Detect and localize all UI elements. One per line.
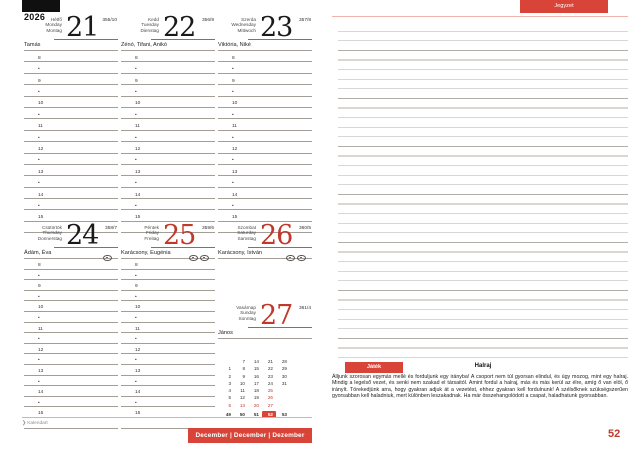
- time-slot: [24, 176, 118, 187]
- day-of-year: 357/8: [298, 18, 311, 23]
- mini-calendar-day: [276, 387, 290, 394]
- time-slot: [121, 291, 215, 302]
- time-label: 14: [38, 192, 44, 198]
- time-label: 10: [232, 101, 238, 107]
- day-number: 24: [66, 220, 99, 251]
- weekday-names: [218, 17, 256, 33]
- time-slot: [24, 291, 118, 302]
- time-slot: [121, 397, 215, 408]
- time-slot: [218, 142, 312, 153]
- weekday-hu: Csütörtök: [41, 225, 62, 230]
- time-label: •: [135, 67, 137, 73]
- time-slot: [24, 397, 118, 408]
- mini-calendar-day: 9: [242, 373, 245, 379]
- time-slot: [218, 188, 312, 199]
- mini-calendar-day: 31: [281, 380, 287, 386]
- week-number: 51: [253, 411, 259, 417]
- weekday-hu: Hétfő: [50, 17, 62, 22]
- time-label: 12: [232, 147, 238, 153]
- time-label: •: [232, 67, 234, 73]
- time-slot: [24, 312, 118, 323]
- time-slot: [121, 280, 215, 291]
- header-rule: [54, 39, 118, 40]
- nameday-label: János: [218, 328, 312, 339]
- weekday-de: Dienstag: [140, 27, 159, 33]
- time-label: •: [232, 90, 234, 96]
- time-label: 10: [38, 305, 44, 311]
- mini-calendar-day: 23: [267, 373, 273, 379]
- weekday-en: Saturday: [237, 230, 256, 236]
- time-slot: [121, 323, 215, 334]
- time-label: 14: [135, 192, 141, 198]
- game-title: Halraj: [474, 363, 492, 369]
- mini-calendar: [220, 358, 310, 418]
- time-label: 10: [135, 305, 141, 311]
- mini-calendar-day: 26: [267, 395, 273, 401]
- time-label: 13: [135, 369, 141, 375]
- day-header: [121, 12, 215, 43]
- mini-calendar-day: 5: [228, 395, 231, 401]
- brand-logo-icon: ❯: [22, 420, 27, 426]
- time-slot: [121, 333, 215, 344]
- day-header: [218, 220, 312, 251]
- weekday-names: [218, 305, 256, 321]
- time-slot: [121, 270, 215, 281]
- time-slot: [218, 108, 312, 119]
- day-of-year: 361/4: [298, 306, 311, 311]
- time-slot: [121, 176, 215, 187]
- time-slot: [218, 51, 312, 62]
- time-label: •: [135, 358, 137, 364]
- time-label: •: [38, 158, 40, 164]
- mini-calendar-day: 20: [253, 402, 259, 408]
- time-label: •: [232, 112, 234, 118]
- year-label: 2026: [24, 12, 46, 22]
- time-label: •: [38, 90, 40, 96]
- time-label: •: [38, 203, 40, 209]
- time-slot: [24, 301, 118, 312]
- time-slot: [121, 259, 215, 270]
- month-index-bar[interactable]: December | December | Dezember: [188, 428, 312, 443]
- time-label: 11: [232, 124, 237, 130]
- mini-calendar-day: [220, 358, 234, 365]
- time-label: •: [135, 90, 137, 96]
- time-label: 11: [135, 124, 140, 130]
- time-label: 15: [135, 411, 141, 417]
- header-rule: [248, 327, 312, 328]
- time-slot: [24, 376, 118, 387]
- year-index-tab[interactable]: [22, 0, 60, 12]
- time-label: •: [135, 203, 137, 209]
- day-header: [121, 220, 215, 251]
- mini-calendar-day: 4: [228, 388, 231, 394]
- time-label: 12: [38, 147, 44, 153]
- weekday-de: Sonntag: [238, 315, 256, 321]
- time-label: 14: [38, 390, 44, 396]
- weekday-hu: Péntek: [144, 225, 159, 230]
- time-slot: [121, 312, 215, 323]
- day-number: 27: [260, 300, 293, 331]
- weekday-en: Wednesday: [231, 22, 256, 28]
- day-number: 23: [260, 12, 293, 43]
- mini-calendar-day: 12: [239, 395, 245, 401]
- mini-calendar-day: [276, 402, 290, 409]
- time-label: •: [38, 273, 40, 279]
- time-label: •: [38, 316, 40, 322]
- mini-calendar-day: 30: [281, 373, 287, 379]
- mini-calendar-day: 18: [253, 388, 259, 394]
- time-slot: [218, 97, 312, 108]
- time-slot: [218, 176, 312, 187]
- time-label: 13: [135, 169, 141, 175]
- time-slot: [24, 365, 118, 376]
- weekday-de: Mittwoch: [237, 27, 256, 33]
- time-label: •: [38, 294, 40, 300]
- weekday-hu: Vasárnap: [236, 305, 256, 310]
- time-label: 13: [232, 169, 238, 175]
- day-block: [24, 222, 118, 429]
- time-slot: [218, 154, 312, 165]
- time-label: 8: [135, 263, 138, 269]
- header-rule: [248, 39, 312, 40]
- day-header: [218, 300, 312, 331]
- time-label: •: [38, 135, 40, 141]
- day-row-bottom: [24, 222, 215, 429]
- header-rule: [151, 39, 215, 40]
- weekday-de: Samstag: [237, 235, 256, 241]
- time-slot: [121, 354, 215, 365]
- right-page-top-rule: [332, 16, 628, 17]
- mini-calendar-day: 17: [253, 380, 259, 386]
- time-slot: [24, 165, 118, 176]
- time-label: 11: [135, 326, 140, 332]
- time-slot: [121, 418, 215, 429]
- time-label: 9: [38, 78, 41, 84]
- time-slot: [218, 199, 312, 210]
- time-label: 11: [38, 124, 43, 130]
- day-header: [24, 220, 118, 251]
- time-slot: [121, 365, 215, 376]
- time-label: 15: [232, 215, 238, 221]
- weekday-de: Donnerstag: [37, 235, 62, 241]
- mini-calendar-row: [220, 358, 310, 365]
- day-block-sunday: [218, 302, 312, 339]
- header-rule: [248, 247, 312, 248]
- notes-ruled-lines: [338, 22, 628, 358]
- time-label: 15: [38, 215, 44, 221]
- time-slot: [24, 119, 118, 130]
- weekday-en: Monday: [45, 22, 62, 28]
- week-number: 52: [262, 411, 276, 419]
- header-rule: [54, 247, 118, 248]
- time-slot: [121, 85, 215, 96]
- mini-calendar-row: [220, 380, 310, 387]
- weekday-hu: Szerda: [241, 17, 256, 22]
- mini-calendar-row: [220, 365, 310, 372]
- time-label: •: [135, 158, 137, 164]
- time-slot: [24, 131, 118, 142]
- time-label: 8: [38, 55, 41, 61]
- time-slot: [121, 386, 215, 397]
- time-slot: [24, 344, 118, 355]
- time-label: •: [38, 181, 40, 187]
- time-slot: [121, 131, 215, 142]
- time-slot: [24, 142, 118, 153]
- mini-calendar-day: 6: [228, 402, 231, 408]
- mini-calendar-day: 10: [239, 380, 245, 386]
- time-label: 12: [38, 347, 44, 353]
- time-label: 9: [38, 284, 41, 290]
- time-slot: [24, 386, 118, 397]
- weekday-names: [24, 225, 62, 241]
- time-label: 12: [135, 147, 141, 153]
- left-page-bottom-rule: [22, 417, 312, 418]
- time-slot: [121, 301, 215, 312]
- time-label: 9: [232, 78, 235, 84]
- time-label: •: [38, 67, 40, 73]
- time-label: 12: [135, 347, 141, 353]
- time-slot: [24, 97, 118, 108]
- nameday-label: Ádám, Éva: [24, 248, 118, 259]
- time-slot: [218, 131, 312, 142]
- weekday-en: Thursday: [42, 230, 62, 236]
- day-number: 26: [260, 220, 293, 251]
- time-label: 10: [38, 101, 44, 107]
- time-label: •: [135, 294, 137, 300]
- time-slot: [121, 108, 215, 119]
- time-label: •: [135, 112, 137, 118]
- brand-name: Kalendart: [27, 421, 48, 426]
- time-slot: [218, 74, 312, 85]
- time-slot: [121, 154, 215, 165]
- time-label: •: [38, 112, 40, 118]
- time-label: 8: [135, 55, 138, 61]
- mini-calendar-row: [220, 402, 310, 409]
- time-label: •: [232, 203, 234, 209]
- game-badge: Játék: [345, 362, 403, 373]
- time-label: •: [232, 135, 234, 141]
- mini-calendar-day: [276, 394, 290, 401]
- day-number: 22: [163, 12, 196, 43]
- moon-phase-icon: [297, 255, 306, 262]
- time-label: •: [232, 158, 234, 164]
- time-label: •: [135, 337, 137, 343]
- time-label: 10: [135, 101, 141, 107]
- time-slot: [121, 74, 215, 85]
- time-label: •: [135, 135, 137, 141]
- mini-calendar-day: 28: [281, 359, 287, 364]
- time-slot: [218, 165, 312, 176]
- day-number: 21: [66, 12, 99, 43]
- time-slot: [24, 188, 118, 199]
- time-label: 13: [38, 369, 44, 375]
- time-label: •: [38, 358, 40, 364]
- time-label: •: [38, 337, 40, 343]
- nameday-label: Tamás: [24, 40, 118, 51]
- game-description: Álljunk szorosan egymás mellé és forduljunk egy irányba! A csoport nem túl gyorsan elindul, és úgy mozog, mint egy halraj. Mindig a legelső vezet, és senki nem szakad el társaitól. Amint fordul a halraj, más és más kerül az élre, amíg ő van elöl, ő irányít. Törekedjünk arra, hogy gyakran adjuk át a vezetést, ehhez gyakran kell fordulnunk! A szélsőknek szükségszerűen gyorsabban kell haladniuk, mert különben leszakadnak. Ha már összehangolódott a csapat, haladhatunk gyorsabban.: [332, 374, 628, 400]
- time-label: •: [135, 316, 137, 322]
- mini-calendar-day: 2: [228, 373, 231, 379]
- week-number: 50: [239, 411, 245, 417]
- time-slot: [24, 108, 118, 119]
- time-slot: [24, 62, 118, 73]
- weekday-names: [218, 225, 256, 241]
- time-slot: [121, 344, 215, 355]
- time-slot: [24, 323, 118, 334]
- time-slot: [218, 62, 312, 73]
- time-slot: [24, 333, 118, 344]
- day-block-saturday: [218, 222, 312, 259]
- time-label: •: [135, 273, 137, 279]
- mini-calendar-day: 14: [253, 359, 259, 364]
- weekday-names: [24, 17, 62, 33]
- time-label: •: [232, 181, 234, 187]
- time-label: •: [38, 400, 40, 406]
- time-slot: [121, 165, 215, 176]
- time-slot: [218, 85, 312, 96]
- time-label: 13: [38, 169, 44, 175]
- time-slot: [24, 354, 118, 365]
- mini-calendar-day: 1: [228, 366, 231, 372]
- weekday-en: Tuesday: [141, 22, 159, 28]
- day-number: 25: [163, 220, 196, 251]
- mini-calendar-day: 25: [267, 388, 273, 394]
- time-slot: [24, 85, 118, 96]
- mini-calendar-day: 11: [240, 388, 245, 394]
- mini-calendar-row: [220, 387, 310, 394]
- mini-calendar-row: [220, 394, 310, 401]
- time-label: 8: [38, 263, 41, 269]
- time-label: 14: [232, 192, 238, 198]
- mini-calendar-day: 29: [281, 366, 287, 372]
- time-slot: [24, 270, 118, 281]
- time-label: 8: [232, 55, 235, 61]
- day-of-year: 358/7: [104, 226, 117, 231]
- weekday-de: Montag: [46, 27, 62, 33]
- time-label: •: [135, 379, 137, 385]
- time-label: 9: [135, 78, 138, 84]
- mini-calendar-day: 15: [253, 366, 259, 372]
- weekday-de: Freitag: [144, 235, 159, 241]
- time-slot: [121, 376, 215, 387]
- notes-index-tab[interactable]: Jegyzet: [520, 0, 608, 13]
- time-slot: [121, 188, 215, 199]
- nameday-label: Karácsony, Eugénia: [121, 248, 215, 259]
- time-slot: [24, 259, 118, 270]
- mini-calendar-day: 27: [267, 402, 273, 408]
- day-block: [121, 222, 215, 429]
- mini-calendar-day: 7: [242, 359, 245, 364]
- day-of-year: 356/9: [201, 18, 214, 23]
- weekday-names: [121, 17, 159, 33]
- time-slots: [121, 259, 215, 429]
- day-icons: [284, 249, 306, 267]
- mini-calendar-day: 16: [253, 373, 259, 379]
- mini-calendar-day: 21: [267, 359, 273, 364]
- mini-calendar-day: 22: [267, 366, 273, 372]
- weekday-en: Sunday: [240, 310, 256, 316]
- time-slots: [24, 259, 118, 429]
- time-label: 15: [135, 215, 141, 221]
- week-number: 53: [281, 411, 287, 417]
- header-rule: [151, 247, 215, 248]
- mini-calendar-day: 8: [242, 366, 245, 372]
- weekday-en: Friday: [145, 230, 159, 236]
- time-label: 14: [135, 390, 141, 396]
- time-slot: [218, 119, 312, 130]
- mini-calendar-day: 13: [239, 402, 245, 408]
- brand-logo: [22, 420, 48, 426]
- day-of-year: 359/6: [201, 226, 214, 231]
- day-header: [218, 12, 312, 43]
- time-slot: [121, 62, 215, 73]
- time-label: 9: [135, 284, 138, 290]
- time-slot: [121, 119, 215, 130]
- mini-calendar-day: 24: [267, 380, 273, 386]
- time-slot: [24, 154, 118, 165]
- page-number: 52: [608, 428, 621, 440]
- time-label: 11: [38, 326, 43, 332]
- weekday-names: [121, 225, 159, 241]
- time-slot: [24, 199, 118, 210]
- time-slot: [121, 199, 215, 210]
- day-header: [24, 12, 118, 43]
- time-slot: [121, 142, 215, 153]
- nameday-label: Viktória, Niké: [218, 40, 312, 51]
- time-slot: [24, 74, 118, 85]
- time-slot: [24, 280, 118, 291]
- mini-calendar-row: [220, 373, 310, 380]
- nameday-label: Karácsony, István: [218, 248, 312, 259]
- nameday-label: Zénó, Tifani, Anikó: [121, 40, 215, 51]
- time-label: 15: [38, 411, 44, 417]
- mini-calendar-day: 19: [253, 395, 259, 401]
- time-slot: [24, 51, 118, 62]
- week-number: 49: [225, 411, 231, 417]
- time-label: •: [38, 379, 40, 385]
- weekday-hu: Kedd: [148, 17, 159, 22]
- holiday-icon: [286, 255, 295, 262]
- time-label: •: [135, 181, 137, 187]
- time-slot: [121, 51, 215, 62]
- mini-calendar-day: 3: [228, 380, 231, 386]
- time-label: •: [135, 400, 137, 406]
- day-of-year: 360/5: [298, 226, 311, 231]
- weekday-hu: Szombat: [237, 225, 256, 230]
- day-of-year: 355/10: [102, 18, 117, 23]
- time-slot: [121, 97, 215, 108]
